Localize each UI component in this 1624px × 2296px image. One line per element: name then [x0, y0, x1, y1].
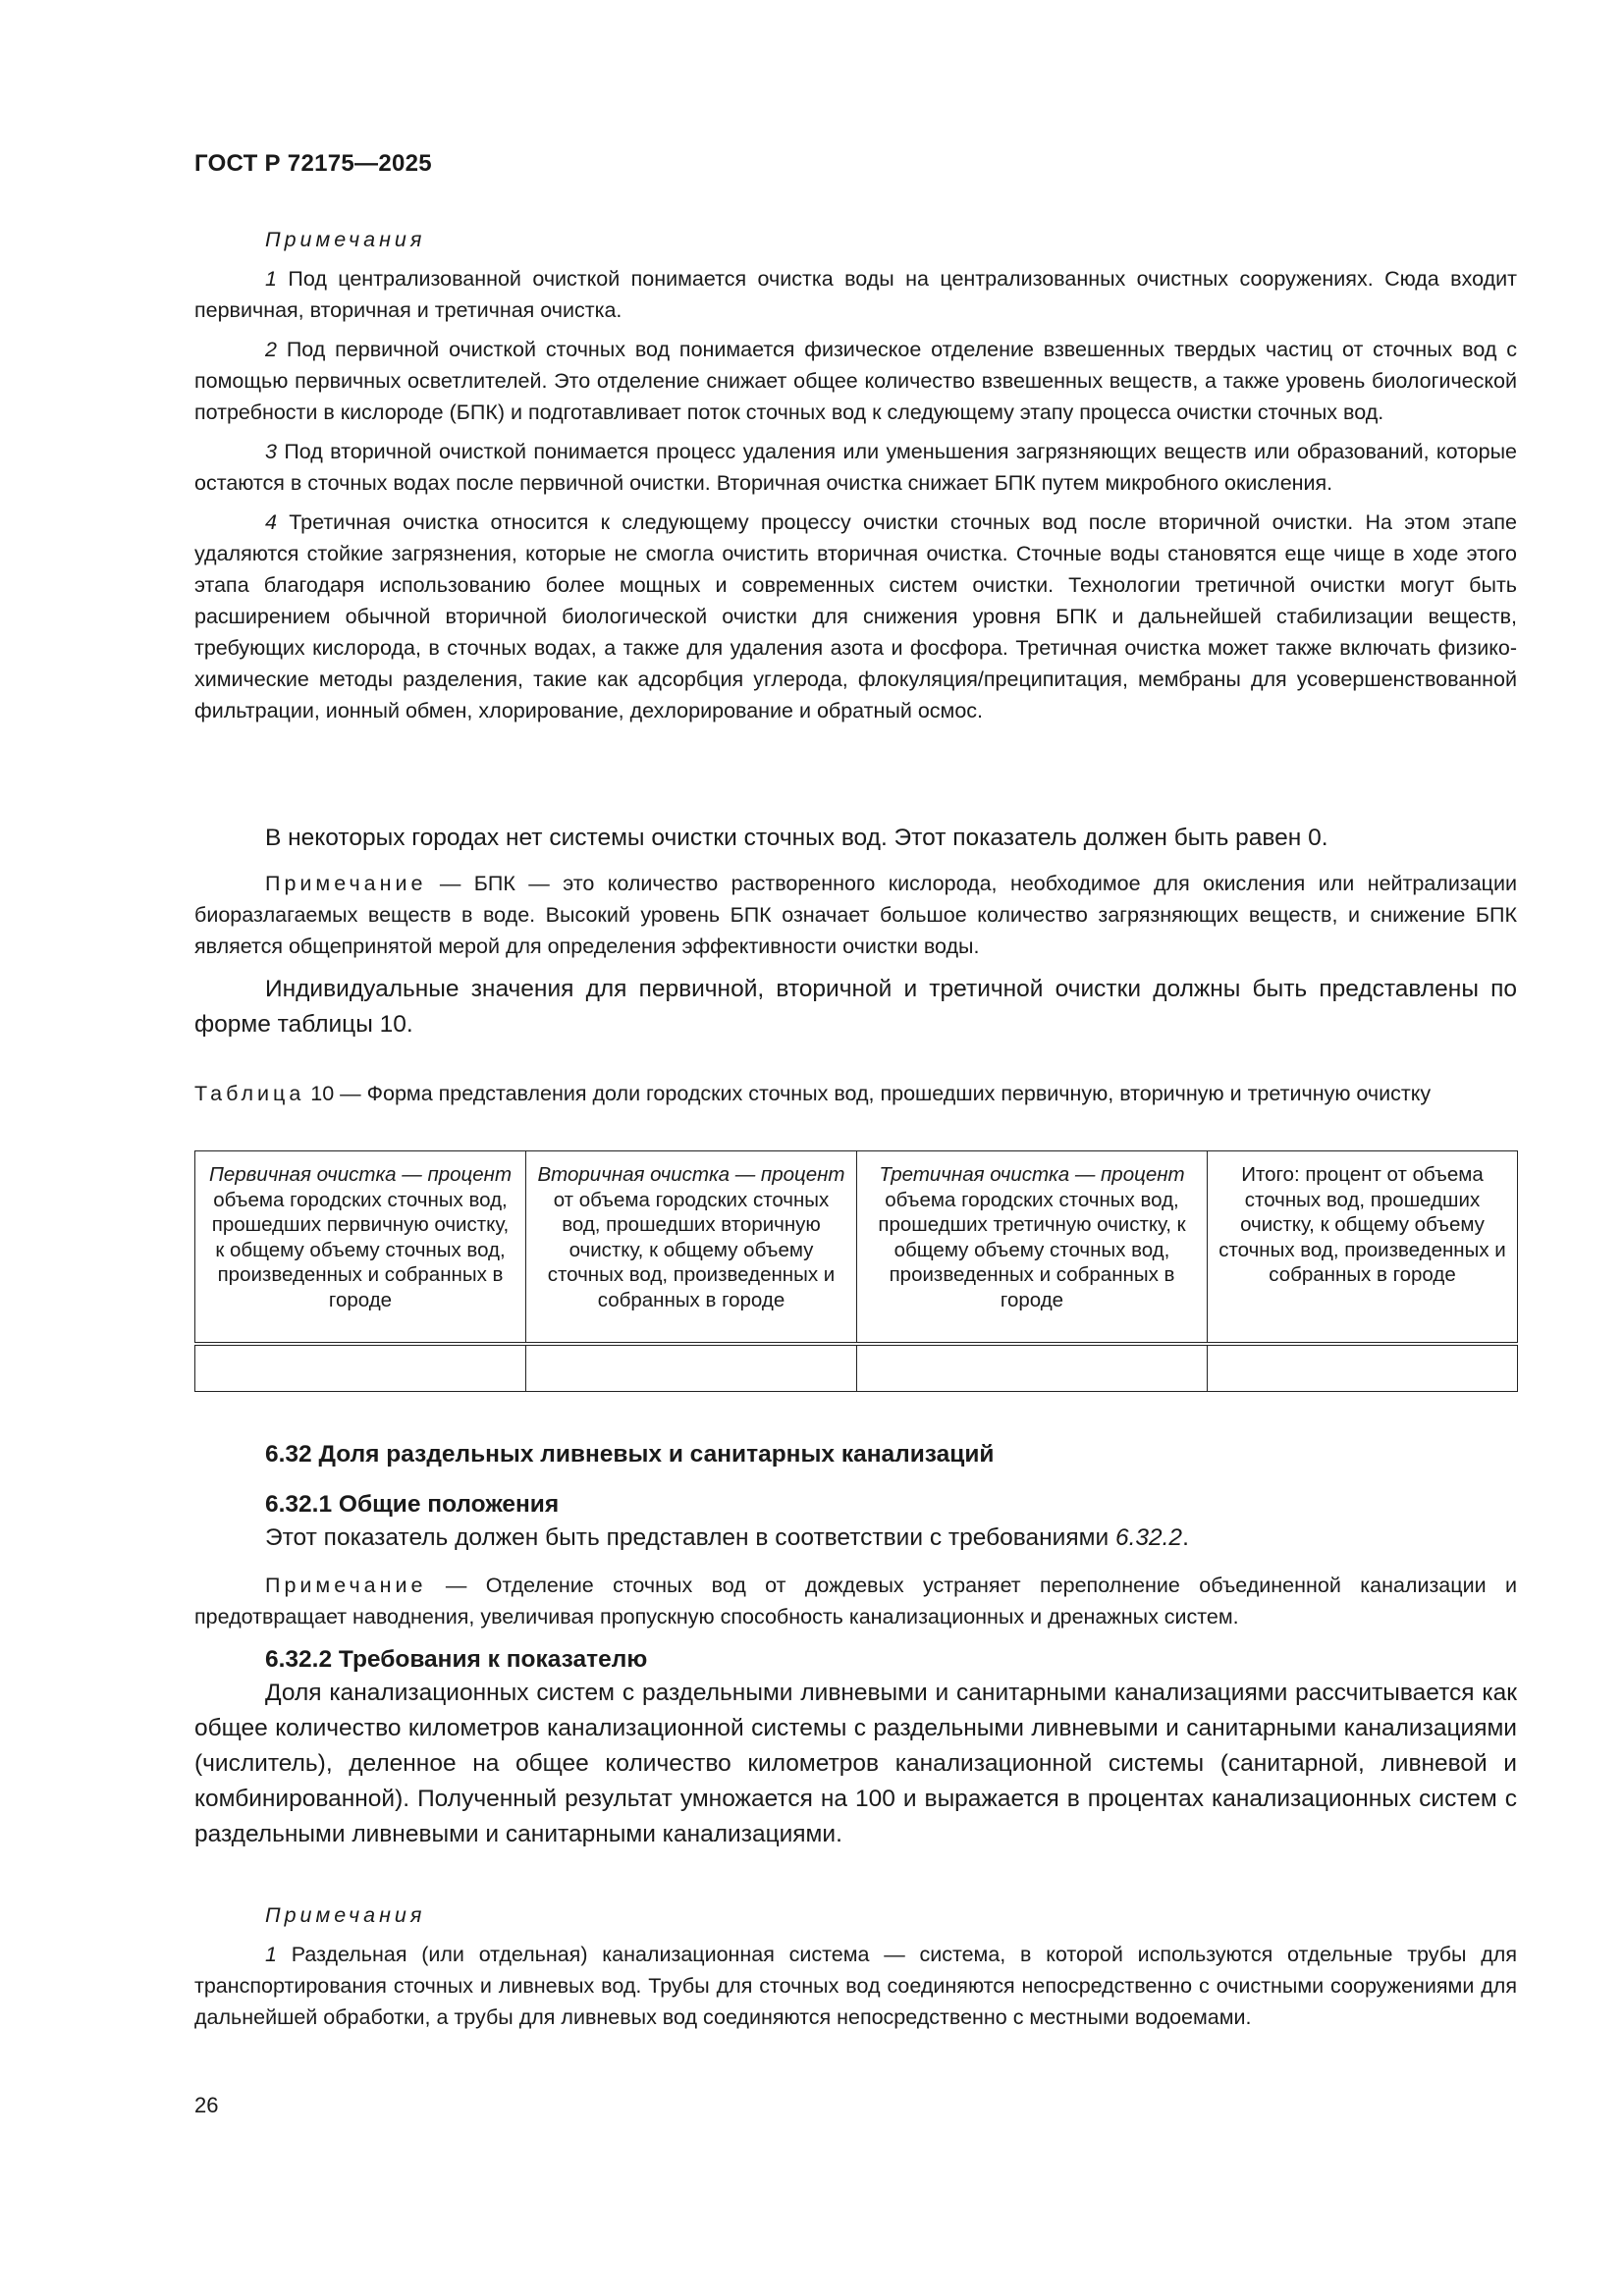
- note-item-4: 4 Третичная очистка относится к следующему процессу очистки сточных вод после вторичной очистки. На этом этапе удаляются стойкие загрязнения, которые не смогла очистить вторичная очистка. Сточные воды становятся еще чище в ходе этого этапа благодаря использованию более мощных и современных систем очистки. Технологии третичной очистки могут быть расширением обычной вторичной биологической очистки для снижения уровня БПК и дальнейшей стабилизации веществ, требующих кислорода, в сточных водах, а также для удаления азота и фосфора. Третичная очистка может также включать физико-химические методы разделения, такие как адсорбция углерода, флокуляция/преципитация, мембраны для усовершенствованной фильтрации, ионный обмен, хлорирование, дехлорирование и обратный осмос.: [194, 510, 1517, 722]
- notes-block-2: [194, 1899, 1517, 2033]
- table-10: [194, 1150, 1517, 1392]
- table-row: [195, 1344, 1518, 1392]
- paragraph-individual: Индивидуальные значения для первичной, вторичной и третичной очистки должны быть представлены по форме таблицы 10.: [194, 976, 1517, 1038]
- section-heading-6-32: 6.32 Доля раздельных ливневых и санитарных канализаций: [265, 1441, 995, 1468]
- note-bpk: Примечание — БПК — это количество растворенного кислорода, необходимое для окисления или нейтрализации биоразлагаемых веществ в воде. Высокий уровень БПК означает большое количество загрязняющих веществ, и снижение БПК является общепринятой мерой для определения эффективности очистки воды.: [194, 872, 1517, 958]
- note-item-3: 3 Под вторичной очисткой понимается процесс удаления или уменьшения загрязняющих веществ или образований, которые остаются в сточных водах после первичной очистки. Вторичная очистка снижает БПК путем микробного окисления.: [194, 440, 1517, 495]
- notes-block-1: [194, 224, 1517, 726]
- table-cell: [195, 1344, 526, 1392]
- section-heading-6-32-1: 6.32.1 Общие положения: [265, 1491, 560, 1518]
- note-storm: Примечание — Отделение сточных вод от дождевых устраняет переполнение объединенной канализации и предотвращает наводнения, увеличивая пропускную способность канализационных и дренажных систем.: [194, 1574, 1517, 1629]
- paragraph-6-32-1: Этот показатель должен быть представлен в соответствии с требованиями 6.32.2.: [265, 1524, 1189, 1551]
- table-cell: [1208, 1344, 1518, 1392]
- notes-title: Примечания: [265, 228, 426, 251]
- table-header-cell-tertiary: Третичная очистка — процент объема городских сточных вод, прошедших третичную очистку, к общему объему сточных вод, произведенных и собранных в городе: [857, 1151, 1208, 1345]
- table-header-cell-total: Итого: процент от объема сточных вод, прошедших очистку, к общему объему сточных вод, произведенных и собранных в городе: [1208, 1151, 1518, 1345]
- table-cell: [857, 1344, 1208, 1392]
- note-item-2: 2 Под первичной очисткой сточных вод понимается физическое отделение взвешенных твердых частиц от сточных вод с помощью первичных осветлителей. Это отделение снижает общее количество взвешенных веществ, а также уровень биологической потребности в кислороде (БПК) и подготавливает поток сточных вод к следующему этапу процесса очистки сточных вод.: [194, 338, 1517, 424]
- paragraph-6-32-2: Доля канализационных систем с раздельными ливневыми и санитарными канализациями рассчитывается как общее количество километров канализационной системы с раздельными ливневыми и санитарными канализациями (числитель), деленное на общее количество километров канализационной системы (санитарной, ливневой и комбинированной). Полученный результат умножается на 100 и выражается в процентах канализационных систем с раздельными ливневыми и санитарными канализациями.: [194, 1680, 1517, 1847]
- page-number: 26: [194, 2093, 219, 2117]
- document-header: ГОСТ Р 72175—2025: [194, 150, 432, 177]
- table-header-row: [195, 1151, 1518, 1345]
- note-item-1: 1 Под централизованной очисткой понимается очистка воды на централизованных очистных сооружениях. Сюда входит первичная, вторичная и третичная очистка.: [194, 267, 1517, 322]
- table-header-cell-secondary: Вторичная очистка — процент от объема городских сточных вод, прошедших вторичную очистку, к общему объему сточных вод, произведенных и собранных в городе: [526, 1151, 857, 1345]
- section-heading-6-32-2: 6.32.2 Требования к показателю: [265, 1646, 648, 1673]
- note-item-1: 1 Раздельная (или отдельная) канализационная система — система, в которой используются отдельные трубы для транспортирования сточных и ливневых вод. Трубы для сточных вод соединяются непосредственно с очистными сооружениями для дальнейшей обработки, а трубы для ливневых вод соединяются непосредственно с местными водоемами.: [194, 1943, 1517, 2029]
- paragraph-no-system: В некоторых городах нет системы очистки сточных вод. Этот показатель должен быть равен 0.: [265, 825, 1328, 851]
- notes-title: Примечания: [265, 1903, 426, 1927]
- table-header-cell-primary: Первичная очистка — процент объема городских сточных вод, прошедших первичную очистку, к общему объему сточных вод, произведенных и собранных в городе: [195, 1151, 526, 1345]
- table-caption: Таблица 10 — Форма представления доли городских сточных вод, прошедших первичную, вторичную и третичную очистку: [194, 1082, 1432, 1105]
- table-cell: [526, 1344, 857, 1392]
- reference-link: 6.32.2: [1114, 1524, 1183, 1551]
